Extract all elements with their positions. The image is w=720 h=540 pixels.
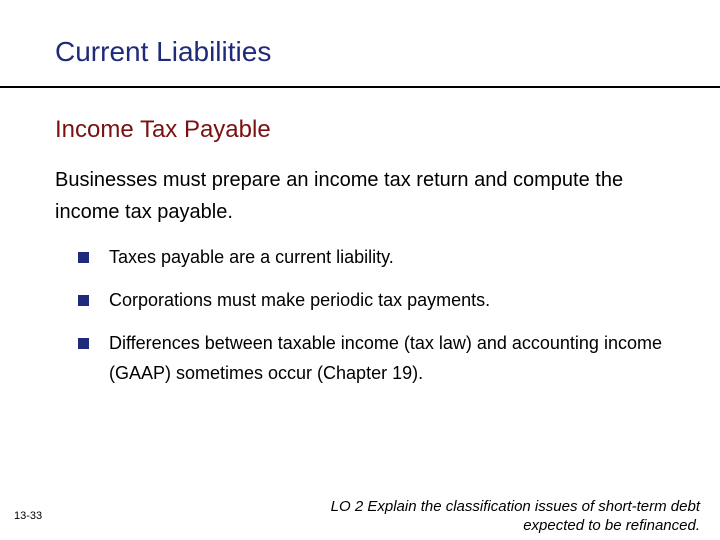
learning-objective-note: LO 2 Explain the classification issues of short-term debt expected to be refinanced.: [330, 498, 700, 534]
slide-title: Current Liabilities: [55, 36, 272, 67]
bullet-item: [78, 242, 678, 272]
square-bullet-icon: [78, 252, 89, 263]
square-bullet-icon: [78, 295, 89, 306]
slide-subtitle: Income Tax Payable: [55, 116, 271, 143]
bullet-item: [78, 328, 678, 388]
bullet-text: Corporations must make periodic tax payments.: [109, 290, 491, 310]
square-bullet-icon: [78, 338, 89, 349]
bullet-item: [78, 285, 678, 315]
title-divider: [0, 86, 720, 88]
bullet-text: Differences between taxable income (tax law) and accounting income (GAAP) sometimes occur (Chapter 19).: [109, 333, 662, 383]
slide-number: 13-33: [14, 510, 43, 522]
bullet-list: [78, 242, 678, 388]
bullet-text: Taxes payable are a current liability.: [109, 247, 394, 267]
intro-paragraph: Businesses must prepare an income tax return and compute the income tax payable.: [55, 169, 624, 223]
